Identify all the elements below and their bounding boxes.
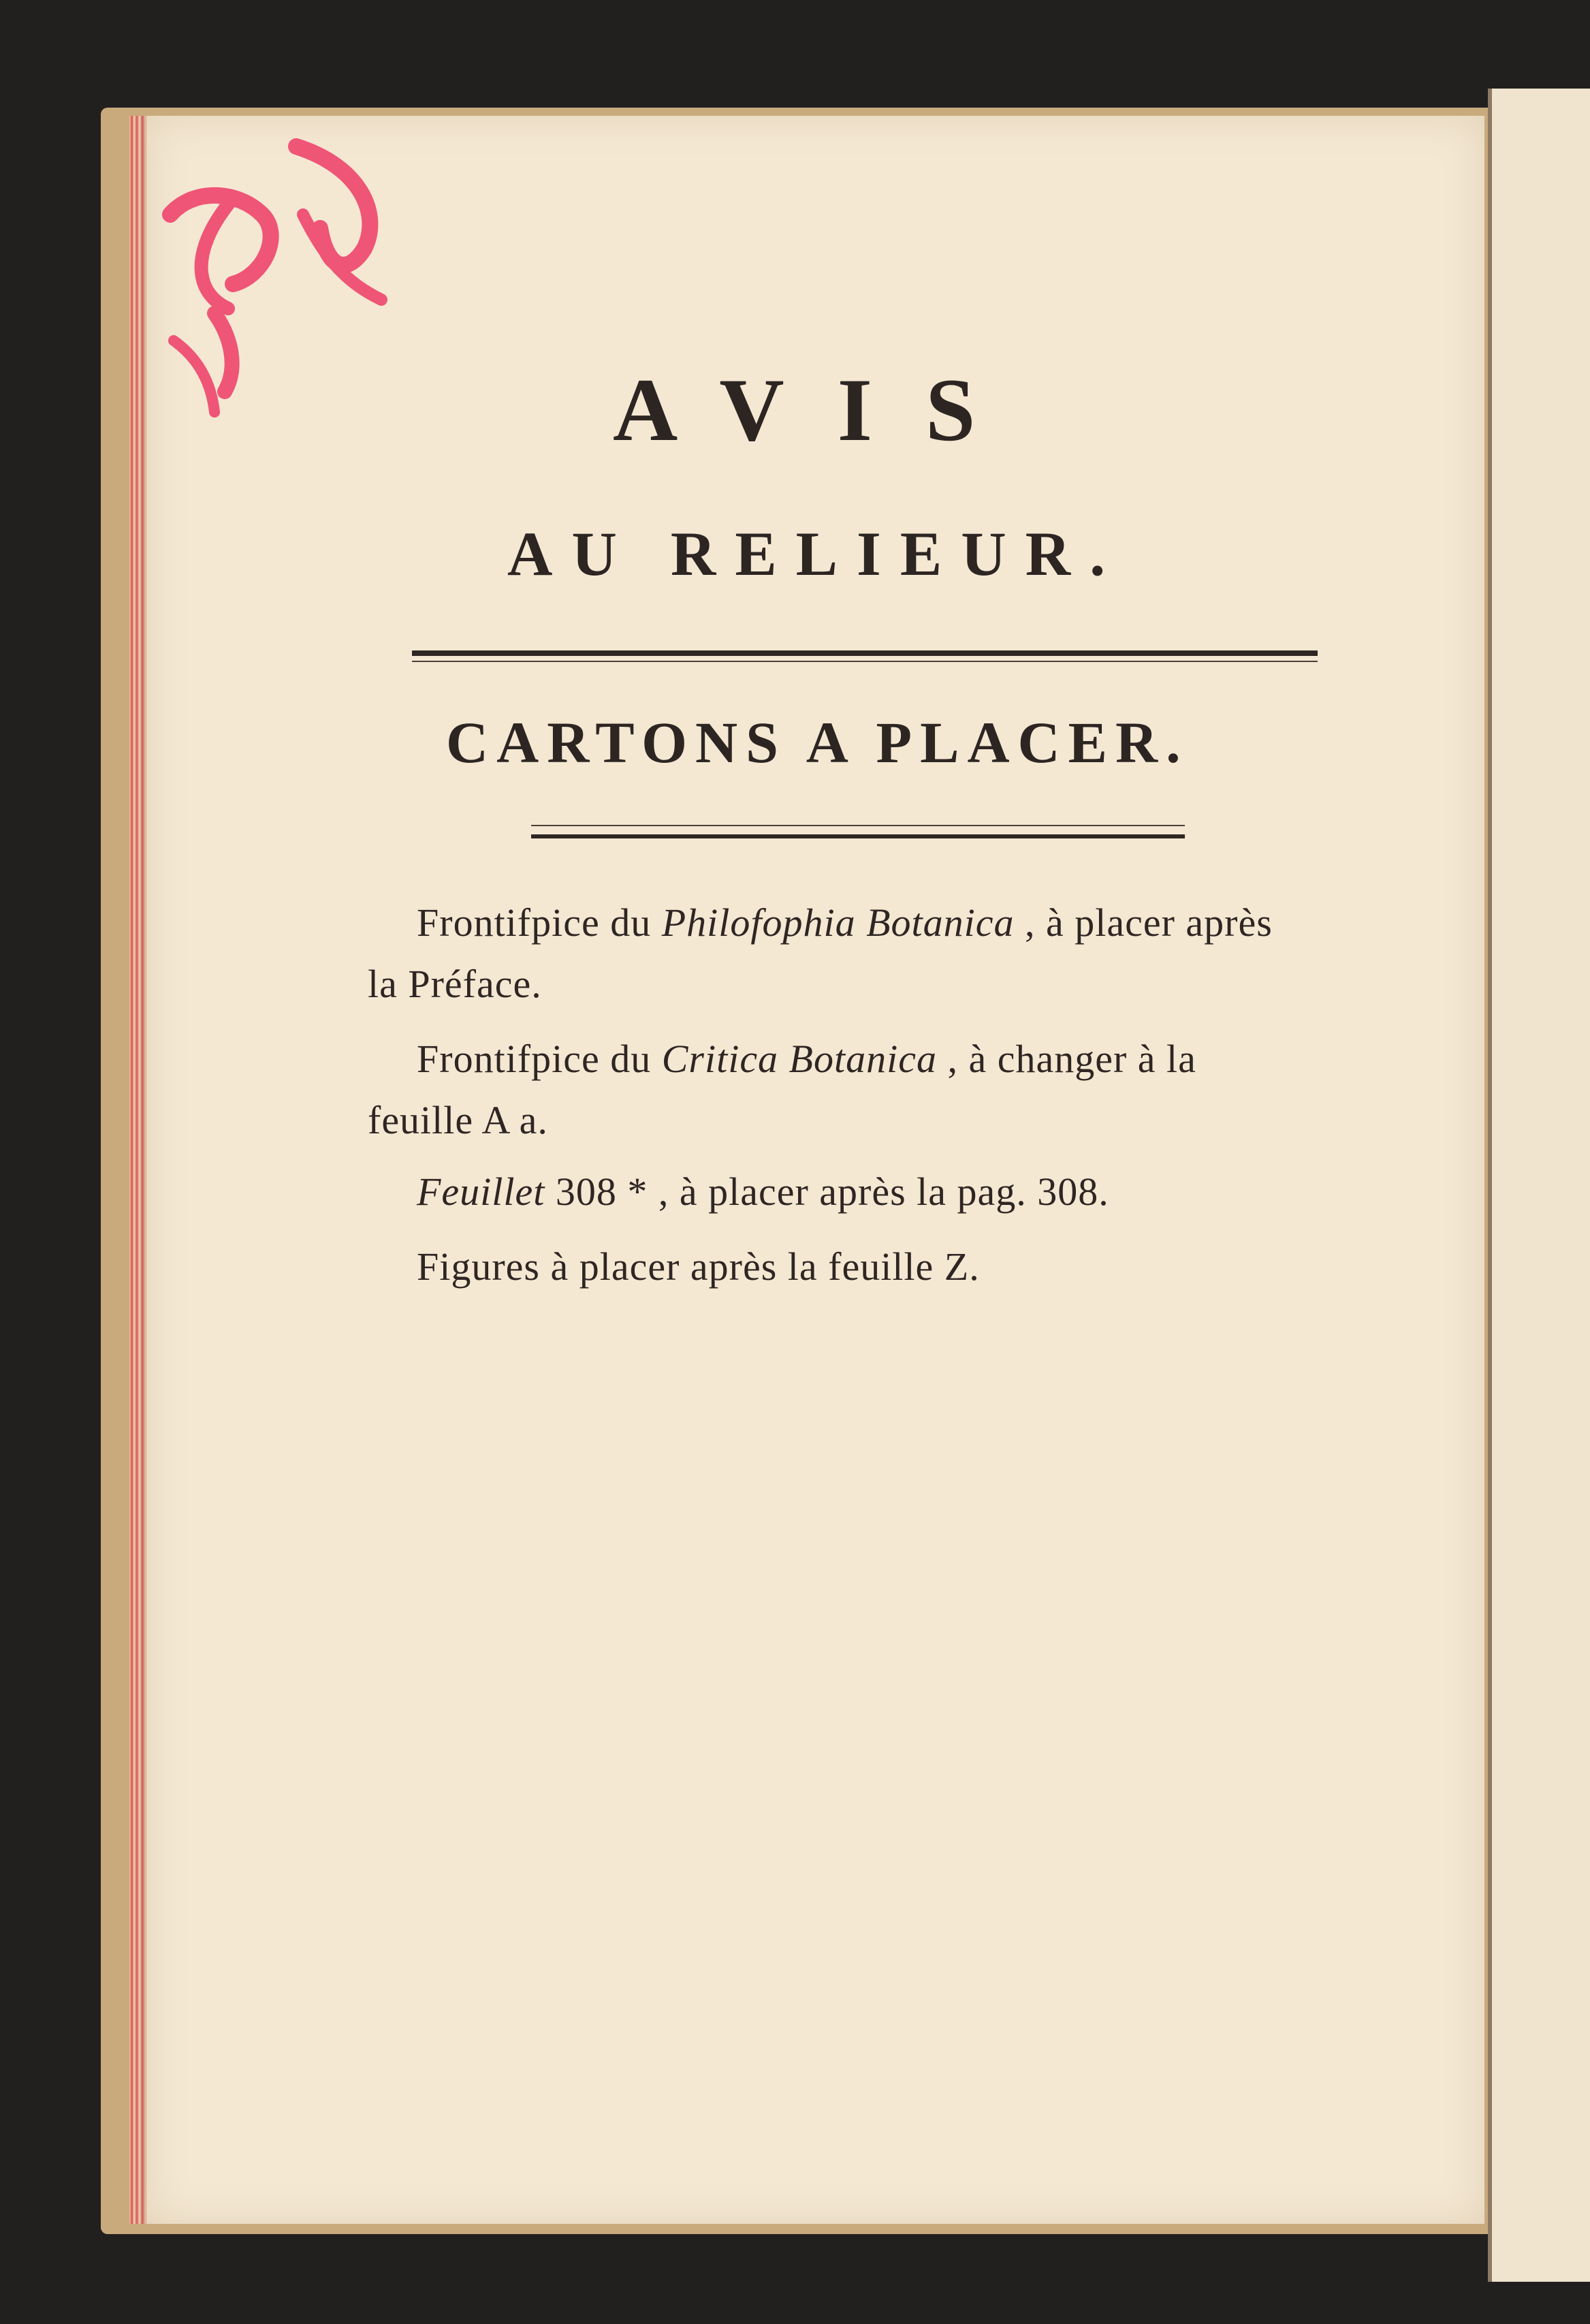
bottom-rule [531,834,1185,838]
paragraph-1-title: Philofophia Botanica [661,900,1015,945]
paragraph-3-suffix: 308 * , à placer après la pag. 308. [545,1169,1109,1214]
red-page-edge [129,116,146,2224]
section-heading: CARTONS A PLACER. [446,710,1189,775]
paragraph-frontispice-philosophia [368,892,1362,1015]
title-au-relieur: AU RELIEUR. [507,519,1125,588]
top-rule [412,650,1318,656]
paragraph-2-prefix: Frontifpice du [417,1037,662,1081]
paragraph-frontispice-critica [368,1028,1362,1151]
paragraph-1-line-2: la Préface. [368,962,542,1006]
library-stamp [157,133,422,426]
paragraph-4-text: Figures à placer après la feuille Z. [417,1244,980,1289]
paragraph-1-suffix: , à placer après [1014,900,1273,945]
paragraph-feuillet [368,1161,1362,1223]
title-avis: AVIS [613,360,1029,460]
paragraph-1-prefix: Frontifpice du [417,900,662,945]
paragraph-3-title: Feuillet [417,1169,545,1214]
facing-page-edge [1488,89,1590,2282]
paragraph-2-suffix: , à changer à la [936,1037,1196,1081]
paragraph-2-line-2: feuille A a. [368,1098,548,1142]
paragraph-2-title: Critica Botanica [661,1037,937,1081]
paragraph-figures [368,1236,1362,1298]
